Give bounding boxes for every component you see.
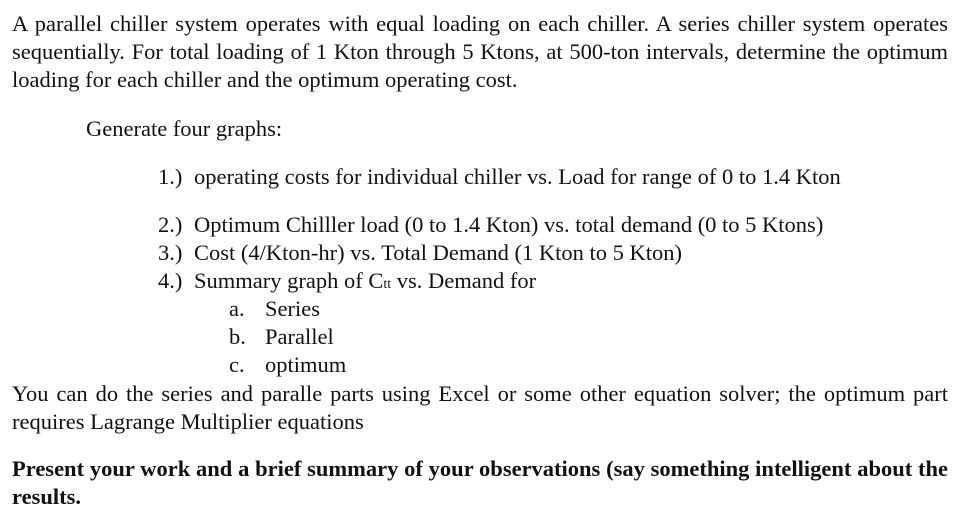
intro-paragraph: A parallel chiller system operates with equal loading on each chiller. A series chiller system operates sequentially. For total loading of 1 Kton through 5 Ktons, at 500-ton intervals, determine the optimum loading for each chiller and the optimum operating cost.	[12, 11, 948, 92]
sub-item-c	[229, 351, 346, 379]
list-item-3-text: Cost (4/Kton-hr) vs. Total Demand (1 Kton to 5 Kton)	[194, 240, 682, 265]
list-item-1	[158, 163, 841, 191]
list-item-1-number: 1.)	[158, 164, 183, 189]
sub-item-c-text: optimum	[265, 352, 347, 377]
list-item-4-text-after: vs. Demand for	[391, 268, 537, 293]
sub-item-a-text: Series	[265, 296, 320, 321]
list-item-4	[158, 267, 536, 299]
list-item-4-text-before: Summary graph of C	[194, 268, 384, 293]
sub-item-a	[229, 295, 320, 323]
list-item-2-text: Optimum Chilller load (0 to 1.4 Kton) vs. total demand (0 to 5 Ktons)	[194, 212, 824, 237]
list-item-3	[158, 239, 682, 267]
footer-paragraph: You can do the series and paralle parts using Excel or some other equation solver; the optimum part requires Lagrange Multiplier equations	[12, 381, 948, 434]
list-item-4-number: 4.)	[158, 268, 183, 293]
list-item-2-number: 2.)	[158, 212, 183, 237]
sub-item-b-text: Parallel	[265, 324, 334, 349]
sub-item-a-letter: a.	[229, 296, 245, 321]
sub-item-c-letter: c.	[229, 352, 245, 377]
sub-item-b	[229, 323, 334, 351]
list-item-1-text: operating costs for individual chiller vs. Load for range of 0 to 1.4 Kton	[194, 164, 841, 189]
list-item-4-subscript: tt	[383, 277, 392, 292]
graphs-subheading: Generate four graphs:	[86, 116, 283, 141]
list-item-3-number: 3.)	[158, 240, 183, 265]
sub-item-b-letter: b.	[229, 324, 246, 349]
list-item-2	[158, 211, 823, 239]
present-instruction: Present your work and a brief summary of your observations (say something intelligent about the results.	[12, 456, 948, 509]
